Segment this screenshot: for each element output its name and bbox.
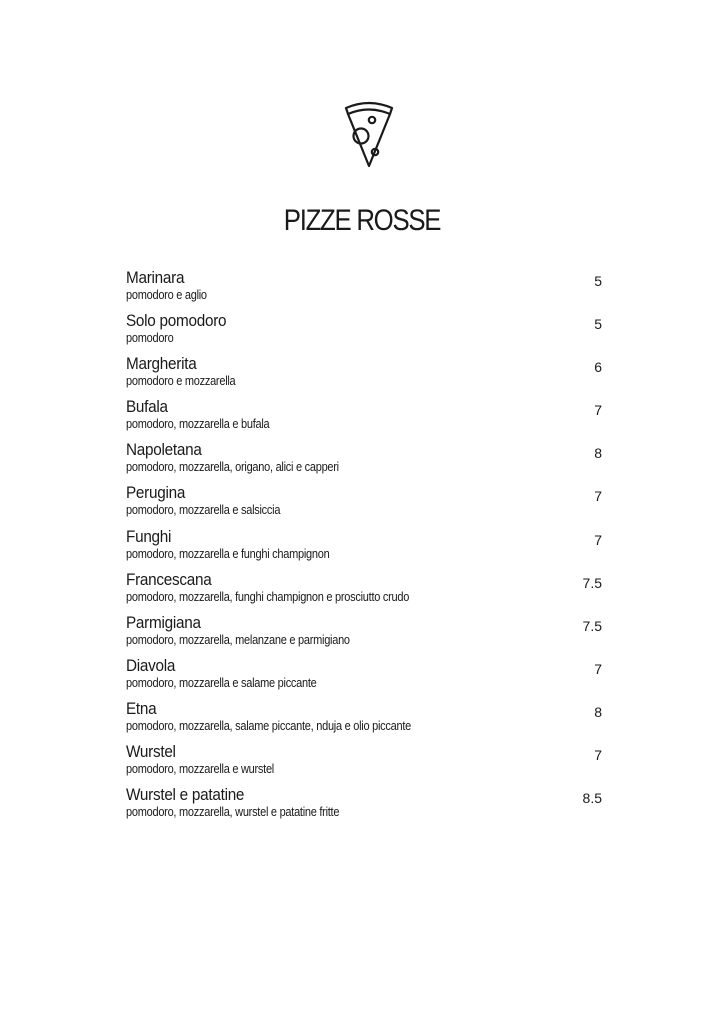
item-price: 7 xyxy=(594,531,602,548)
item-name: Napoletana xyxy=(126,440,202,460)
item-price: 7.5 xyxy=(582,574,602,591)
menu-item xyxy=(126,311,606,354)
item-description: pomodoro, mozzarella, salame piccante, nduja e olio piccante xyxy=(126,718,411,733)
menu-item xyxy=(126,613,606,656)
menu-item xyxy=(126,742,606,785)
item-name: Wurstel e patatine xyxy=(126,785,245,805)
item-price: 7 xyxy=(594,488,602,505)
item-description: pomodoro, mozzarella e salame piccante xyxy=(126,675,317,690)
menu-item xyxy=(126,483,606,526)
item-description: pomodoro, mozzarella e bufala xyxy=(126,417,270,432)
pizza-slice-icon xyxy=(340,100,398,170)
item-name: Francescana xyxy=(126,569,212,589)
menu-list xyxy=(126,268,606,828)
item-description: pomodoro, mozzarella e salsiccia xyxy=(126,503,281,518)
menu-item xyxy=(126,397,606,440)
item-name: Wurstel xyxy=(126,742,176,762)
menu-item xyxy=(126,440,606,483)
page-title: PIZZE ROSSE xyxy=(283,204,441,237)
item-description: pomodoro xyxy=(126,331,174,346)
item-name: Perugina xyxy=(126,483,186,503)
item-description: pomodoro, mozzarella, wurstel e patatine fritte xyxy=(126,805,340,820)
menu-item xyxy=(126,570,606,613)
item-name: Solo pomodoro xyxy=(126,311,227,331)
item-price: 6 xyxy=(594,359,602,376)
menu-item xyxy=(126,354,606,397)
menu-item xyxy=(126,527,606,570)
item-name: Marinara xyxy=(126,268,185,287)
item-description: pomodoro e mozzarella xyxy=(126,374,236,389)
item-name: Funghi xyxy=(126,526,172,546)
item-price: 8 xyxy=(594,703,602,720)
menu-item xyxy=(126,699,606,742)
item-price: 7 xyxy=(594,747,602,764)
item-description: pomodoro, mozzarella, funghi champignon e prosciutto crudo xyxy=(126,589,410,604)
item-price: 8.5 xyxy=(582,790,602,807)
item-name: Bufala xyxy=(126,397,168,417)
item-price: 7 xyxy=(594,402,602,419)
item-price: 5 xyxy=(594,273,602,289)
menu-item xyxy=(126,268,606,311)
menu-item xyxy=(126,785,606,828)
item-description: pomodoro e aglio xyxy=(126,288,207,302)
item-price: 7 xyxy=(594,660,602,677)
item-name: Diavola xyxy=(126,655,176,675)
item-price: 7.5 xyxy=(582,617,602,634)
item-price: 8 xyxy=(594,445,602,462)
item-name: Parmigiana xyxy=(126,612,201,632)
item-name: Etna xyxy=(126,698,157,718)
item-description: pomodoro, mozzarella, melanzane e parmigiano xyxy=(126,632,350,647)
item-description: pomodoro, mozzarella, origano, alici e capperi xyxy=(126,460,339,475)
menu-item xyxy=(126,656,606,699)
item-name: Margherita xyxy=(126,354,197,374)
item-description: pomodoro, mozzarella e funghi champignon xyxy=(126,546,330,561)
item-description: pomodoro, mozzarella e wurstel xyxy=(126,762,274,777)
item-price: 5 xyxy=(594,316,602,333)
